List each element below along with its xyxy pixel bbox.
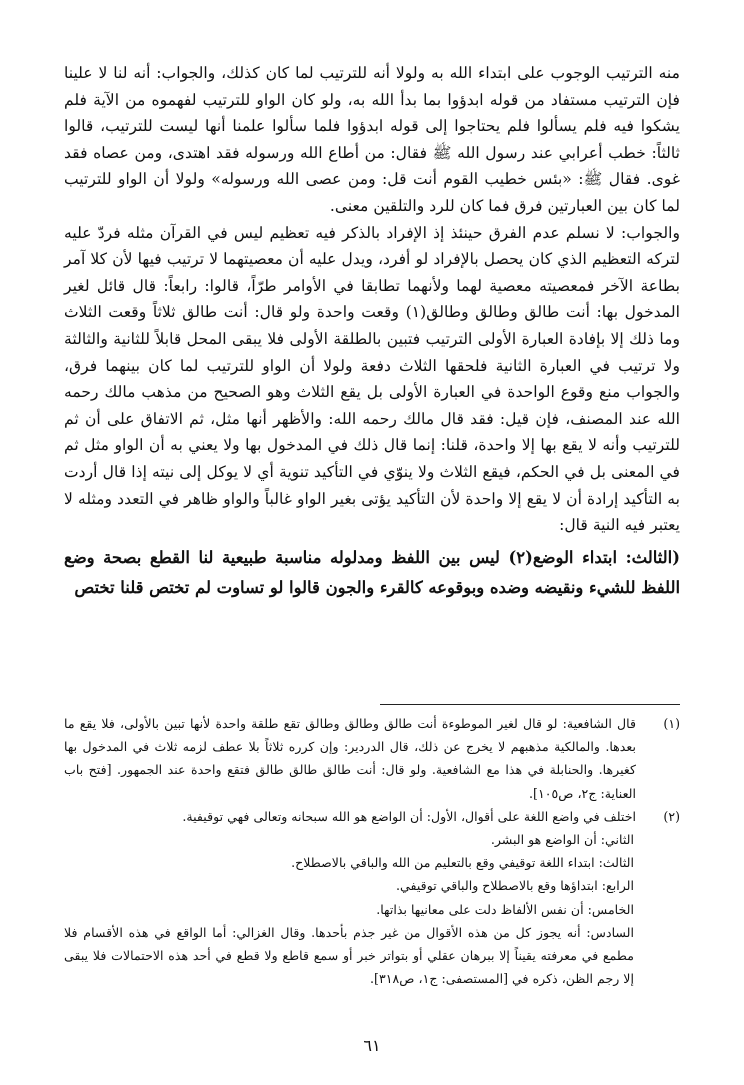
footnote-line: قال الشافعية: لو قال لغير الموطوءة أنت طالق وطالق وطالق تقع طلقة واحدة لأنها تبين بالأولى، فلا يقع ما بعدها. والمالكية مذهبهم لا يخرج عن ذلك، قال الدردير: وإن كرره ثلاثاً بلا عطف لزمه ثلاث في المدخول بها كغيرها. والحنابلة في هذا مع الشافعية. ولو قال: أنت طالق طالق طالق فتقع واحدة عند الجمهور. [فتح باب العناية: ج٢، ص١٠٥]. (64, 716, 636, 801)
main-text (64, 60, 680, 603)
footnote-line: الثاني: أن الواضع هو البشر. (490, 832, 634, 848)
page-number: ٦١ (363, 1036, 381, 1055)
footnote-number: (١) (663, 716, 680, 731)
bold-paragraph: (الثالث: ابتداء الوضع(٢) ليس بين اللفظ ومدلوله مناسبة طبيعية لنا القطع بصحة وضع اللفظ للشيء ونقيضه وضده وبوقوعه كالقرء والجون قالوا لو تساوت لم تختص قلنا تختص (64, 547, 680, 597)
footnote-number: (٢) (663, 808, 680, 824)
paragraph: والجواب: لا نسلم عدم الفرق حينئذ إذ الإفراد بالذكر فيه تعظيم ليس في القرآن مثله فردّ عليه لتركه التعظيم الذي كان يحصل بالإفراد لو أفرد، ويدل عليه أن معصيتهما لا ترتيب فيها لأن كلا آمر بطاعة الآخر فمعصيته معصية لهما ولأنهما تطابقا في الأوامر طرّاً، قالوا: رابعاً: قال قائل لغير المدخول بها: أنت طالق وطالق وطالق(١) وقعت واحدة ولو قال: أنت طالق ثلاثاً وقعت الثلاث وما ذلك إلا بإفادة العبارة الأولى الترتيب فتبين بالطلقة الأولى فلا يبقى المحل قابلاً للثانية والثالثة ولا ترتيب في العبارة الثانية فلحقها الثلاث دفعة ولولا أن الواو للترتيب لما كان بينهما فرق، والجواب منع وقوع الواحدة في العبارة الأولى بل يقع الثلاث وهو الصحيح من مذهب مالك رحمه الله عند المصنف، فإن قيل: فقد قال مالك رحمه الله: والأظهر أنها مثل، ثم الاتفاق على أن ثم للترتيب وأنه لا يقع بها إلا واحدة، قلنا: إنما قال ذلك في المدخول بها ولا يعني به أن الواو مثل ثم في المعنى بل في الحكم، فيقع الثلاث ولا ينوّي في التأكيد تنوية أي لا يوكل إلى نيته إذا قال أردت به التأكيد إرادة أن لا يقع إلا واحدة لأن التأكيد يؤتى بغير الواو غالباً والواو ظاهر في التعدد ومثله لا يعتبر فيه النية قال: (64, 223, 680, 535)
footnotes (64, 712, 680, 990)
page-body (64, 60, 680, 603)
footnote-body (64, 805, 636, 991)
footnote (64, 712, 680, 805)
paragraph: منه الترتيب الوجوب على ابتداء الله به ولولا أنه للترتيب لما كان كذلك، والجواب: أنه لنا لا علينا فإن الترتيب مستفاد من قوله ابدؤوا بما بدأ الله به، ولو كان الواو للترتيب لفهموه من الآية فلم يشكوا فيه فلم يسألوا فلم يحتاجوا إلى قوله ابدؤوا فلما سألوا علمنا أنها ليست للترتيب، قالوا ثالثاً: خطب أعرابي عند رسول الله ﷺ فقال: من أطاع الله ورسوله فقد اهتدى، ومن عصاه فقد غوى. فقال ﷺ: «بئس خطيب القوم أنت قل: ومن عصى الله ورسوله» ولولا أن الواو للترتيب لما كان بين العبارتين فرق فما كان للرد والتلقين معنى. (64, 64, 680, 215)
footnote-divider (380, 704, 680, 705)
footnote-line: اختلف في واضع اللغة على أقوال، الأول: أن الواضع هو الله سبحانه وتعالى فهي توقيفية. (182, 808, 636, 824)
footnote-body (64, 712, 636, 805)
footnote (64, 805, 680, 991)
footnote-line: الرابع: ابتداؤها وقع بالاصطلاح والباقي توقيفي. (396, 878, 634, 894)
footnote-line: السادس: أنه يجوز كل من هذه الأقوال من غير جذم بأحدها. وقال الغزالي: أما الواقع في هذه الأقسام فلا مطمع في معرفته يقيناً إلا ببرهان عقلي أو بتواتر خبر أو سمع قاطع ولا قطع في أحد هذه الاحتمالات فلا يبقى إلا رجم الظن، ذكره في [المستصفى: ج١، ص٣١٨]. (64, 924, 634, 987)
footnote-line: الخامس: أن نفس الألفاظ دلت على معانيها بذاتها. (376, 901, 634, 917)
footnote-line: الثالث: ابتداء اللغة توقيفي وقع بالتعليم من الله والباقي بالاصطلاح. (291, 855, 634, 871)
